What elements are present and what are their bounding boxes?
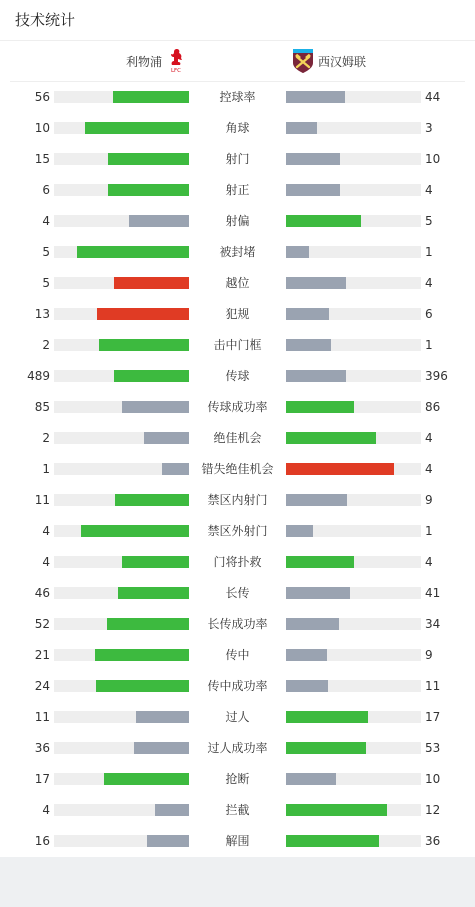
home-bar-fill <box>147 835 189 847</box>
home-value: 85 <box>34 400 50 414</box>
home-bar <box>54 494 189 506</box>
away-value: 34 <box>425 617 441 631</box>
stat-label: 绝佳机会 <box>213 431 262 445</box>
home-value: 2 <box>42 431 50 445</box>
stat-row <box>0 206 475 237</box>
home-bar-fill <box>108 184 189 196</box>
away-bar <box>286 618 421 630</box>
home-bar <box>54 463 189 475</box>
away-bar-fill <box>286 463 394 475</box>
stat-row <box>0 578 475 609</box>
away-bar-fill <box>286 153 340 165</box>
home-bar <box>54 184 189 196</box>
stat-label: 传球 <box>225 369 250 383</box>
stat-label: 长传 <box>225 586 250 600</box>
stat-row <box>0 144 475 175</box>
home-bar <box>54 835 189 847</box>
home-value: 4 <box>42 524 50 538</box>
away-bar-fill <box>286 649 327 661</box>
home-bar <box>54 401 189 413</box>
away-bar-fill <box>286 525 313 537</box>
home-bar <box>54 308 189 320</box>
home-bar <box>54 711 189 723</box>
away-bar <box>286 649 421 661</box>
away-bar-fill <box>286 835 379 847</box>
stat-row <box>0 237 475 268</box>
away-bar-fill <box>286 680 328 692</box>
away-bar <box>286 370 421 382</box>
stat-label: 角球 <box>225 121 250 135</box>
stat-label: 射正 <box>225 183 250 197</box>
stat-row <box>0 671 475 702</box>
stat-row <box>0 175 475 206</box>
away-bar-fill <box>286 277 346 289</box>
away-bar <box>286 246 421 258</box>
away-bar <box>286 308 421 320</box>
away-bar-fill <box>286 339 331 351</box>
stat-label: 越位 <box>225 276 250 290</box>
away-bar-fill <box>286 742 366 754</box>
liverbird-crest-icon <box>168 48 184 74</box>
away-bar-fill <box>286 711 368 723</box>
home-bar <box>54 277 189 289</box>
home-bar-fill <box>104 773 189 785</box>
home-bar <box>54 246 189 258</box>
away-value: 41 <box>425 586 441 600</box>
stat-row <box>0 609 475 640</box>
home-value: 21 <box>34 648 50 662</box>
stat-label: 控球率 <box>219 90 256 104</box>
stat-label: 门将扑救 <box>213 555 262 569</box>
away-bar <box>286 277 421 289</box>
stat-row <box>0 423 475 454</box>
away-value: 4 <box>425 462 433 476</box>
home-value: 1 <box>42 462 50 476</box>
stat-row <box>0 485 475 516</box>
away-value: 36 <box>425 834 441 848</box>
away-value: 1 <box>425 245 433 259</box>
home-bar <box>54 525 189 537</box>
home-value: 52 <box>34 617 50 631</box>
away-bar-fill <box>286 556 354 568</box>
page-title: 技术统计 <box>15 11 76 29</box>
home-bar <box>54 556 189 568</box>
away-bar <box>286 463 421 475</box>
home-bar-fill <box>113 91 189 103</box>
stat-label: 过人成功率 <box>207 741 268 755</box>
stat-label: 传中成功率 <box>207 679 268 693</box>
away-bar <box>286 711 421 723</box>
home-bar-fill <box>108 153 189 165</box>
home-bar-fill <box>134 742 189 754</box>
away-value: 10 <box>425 152 441 166</box>
home-bar-fill <box>162 463 189 475</box>
team-header <box>10 41 465 82</box>
away-bar-fill <box>286 618 339 630</box>
away-bar-fill <box>286 494 347 506</box>
home-bar-fill <box>95 649 190 661</box>
away-bar-fill <box>286 804 387 816</box>
away-value: 9 <box>425 648 433 662</box>
home-team-name: 利物浦 <box>126 54 163 69</box>
home-value: 17 <box>34 772 50 786</box>
home-bar <box>54 370 189 382</box>
home-value: 6 <box>42 183 50 197</box>
away-value: 17 <box>425 710 441 724</box>
home-bar <box>54 91 189 103</box>
away-value: 3 <box>425 121 433 135</box>
stat-label: 射偏 <box>225 214 250 228</box>
home-value: 46 <box>34 586 50 600</box>
home-value: 2 <box>42 338 50 352</box>
stat-label: 被封堵 <box>219 245 256 259</box>
away-bar-fill <box>286 587 350 599</box>
away-bar-fill <box>286 215 361 227</box>
home-bar-fill <box>99 339 189 351</box>
away-value: 4 <box>425 183 433 197</box>
away-bar <box>286 587 421 599</box>
away-bar <box>286 773 421 785</box>
away-bar-fill <box>286 432 376 444</box>
away-value: 53 <box>425 741 441 755</box>
away-value: 1 <box>425 338 433 352</box>
home-value: 56 <box>34 90 50 104</box>
away-bar-fill <box>286 246 309 258</box>
stat-row <box>0 516 475 547</box>
away-bar <box>286 804 421 816</box>
home-value: 5 <box>42 276 50 290</box>
home-bar-fill <box>96 680 189 692</box>
away-value: 10 <box>425 772 441 786</box>
home-value: 489 <box>27 369 50 383</box>
stat-label: 传球成功率 <box>207 400 268 414</box>
away-bar <box>286 401 421 413</box>
home-value: 10 <box>34 121 50 135</box>
away-bar-fill <box>286 370 346 382</box>
away-bar <box>286 153 421 165</box>
away-team[interactable] <box>292 41 366 81</box>
away-bar <box>286 184 421 196</box>
home-value: 16 <box>34 834 50 848</box>
away-bar <box>286 432 421 444</box>
home-bar-fill <box>114 277 189 289</box>
away-bar <box>286 91 421 103</box>
stat-row <box>0 826 475 857</box>
home-bar-fill <box>107 618 189 630</box>
stat-row <box>0 547 475 578</box>
away-value: 86 <box>425 400 441 414</box>
away-bar <box>286 122 421 134</box>
away-bar <box>286 680 421 692</box>
stat-row <box>0 330 475 361</box>
home-bar-fill <box>136 711 189 723</box>
home-bar-fill <box>155 804 189 816</box>
away-bar <box>286 835 421 847</box>
away-value: 4 <box>425 276 433 290</box>
away-value: 1 <box>425 524 433 538</box>
stat-label: 射门 <box>225 152 250 166</box>
away-value: 12 <box>425 803 441 817</box>
stat-label: 击中门框 <box>213 338 262 352</box>
home-team[interactable] <box>126 41 184 81</box>
away-bar-fill <box>286 91 345 103</box>
hammers-crest-icon <box>292 48 314 74</box>
away-bar-fill <box>286 122 317 134</box>
away-bar <box>286 339 421 351</box>
home-value: 4 <box>42 214 50 228</box>
home-bar-fill <box>122 401 189 413</box>
stat-row <box>0 392 475 423</box>
away-bar <box>286 742 421 754</box>
away-bar <box>286 494 421 506</box>
home-bar <box>54 339 189 351</box>
away-value: 5 <box>425 214 433 228</box>
away-bar <box>286 215 421 227</box>
away-bar-fill <box>286 773 336 785</box>
home-value: 15 <box>34 152 50 166</box>
away-bar-fill <box>286 184 340 196</box>
home-bar <box>54 742 189 754</box>
away-value: 396 <box>425 369 448 383</box>
stat-label: 长传成功率 <box>207 617 268 631</box>
home-bar-fill <box>115 494 189 506</box>
away-team-name: 西汉姆联 <box>318 54 367 69</box>
home-bar-fill <box>144 432 189 444</box>
stat-row <box>0 454 475 485</box>
home-bar <box>54 804 189 816</box>
away-value: 4 <box>425 555 433 569</box>
stats-list <box>0 82 475 857</box>
stat-label: 禁区内射门 <box>207 493 268 507</box>
stat-label: 传中 <box>225 648 250 662</box>
away-value: 6 <box>425 307 433 321</box>
stat-row <box>0 795 475 826</box>
home-bar <box>54 432 189 444</box>
home-bar-fill <box>114 370 189 382</box>
stat-label: 犯规 <box>225 307 250 321</box>
svg-text:LFC: LFC <box>170 68 182 74</box>
stat-row <box>0 733 475 764</box>
stat-row <box>0 361 475 392</box>
home-bar <box>54 773 189 785</box>
stat-row <box>0 82 475 113</box>
home-value: 13 <box>34 307 50 321</box>
stat-row <box>0 640 475 671</box>
away-bar <box>286 525 421 537</box>
home-bar-fill <box>81 525 189 537</box>
stat-label: 错失绝佳机会 <box>201 462 274 476</box>
home-bar <box>54 680 189 692</box>
home-bar-fill <box>129 215 189 227</box>
stat-row <box>0 764 475 795</box>
home-bar-fill <box>97 308 189 320</box>
stat-label: 拦截 <box>225 803 250 817</box>
away-bar-fill <box>286 401 354 413</box>
stat-row <box>0 702 475 733</box>
home-bar-fill <box>77 246 189 258</box>
home-bar-fill <box>118 587 189 599</box>
home-bar <box>54 215 189 227</box>
home-bar <box>54 649 189 661</box>
away-value: 4 <box>425 431 433 445</box>
stat-row <box>0 299 475 330</box>
home-bar <box>54 153 189 165</box>
home-value: 36 <box>34 741 50 755</box>
home-value: 4 <box>42 555 50 569</box>
home-bar-fill <box>85 122 189 134</box>
away-bar-fill <box>286 308 329 320</box>
away-value: 44 <box>425 90 441 104</box>
away-bar <box>286 556 421 568</box>
away-value: 9 <box>425 493 433 507</box>
stat-label: 禁区外射门 <box>207 524 268 538</box>
home-value: 5 <box>42 245 50 259</box>
away-value: 11 <box>425 679 441 693</box>
home-value: 4 <box>42 803 50 817</box>
home-bar <box>54 587 189 599</box>
home-bar <box>54 618 189 630</box>
home-value: 11 <box>34 710 50 724</box>
stat-row <box>0 113 475 144</box>
home-bar <box>54 122 189 134</box>
home-value: 24 <box>34 679 50 693</box>
stat-label: 解围 <box>225 834 250 848</box>
stat-label: 抢断 <box>225 772 250 786</box>
stat-label: 过人 <box>225 710 250 724</box>
home-value: 11 <box>34 493 50 507</box>
stat-row <box>0 268 475 299</box>
home-bar-fill <box>122 556 190 568</box>
